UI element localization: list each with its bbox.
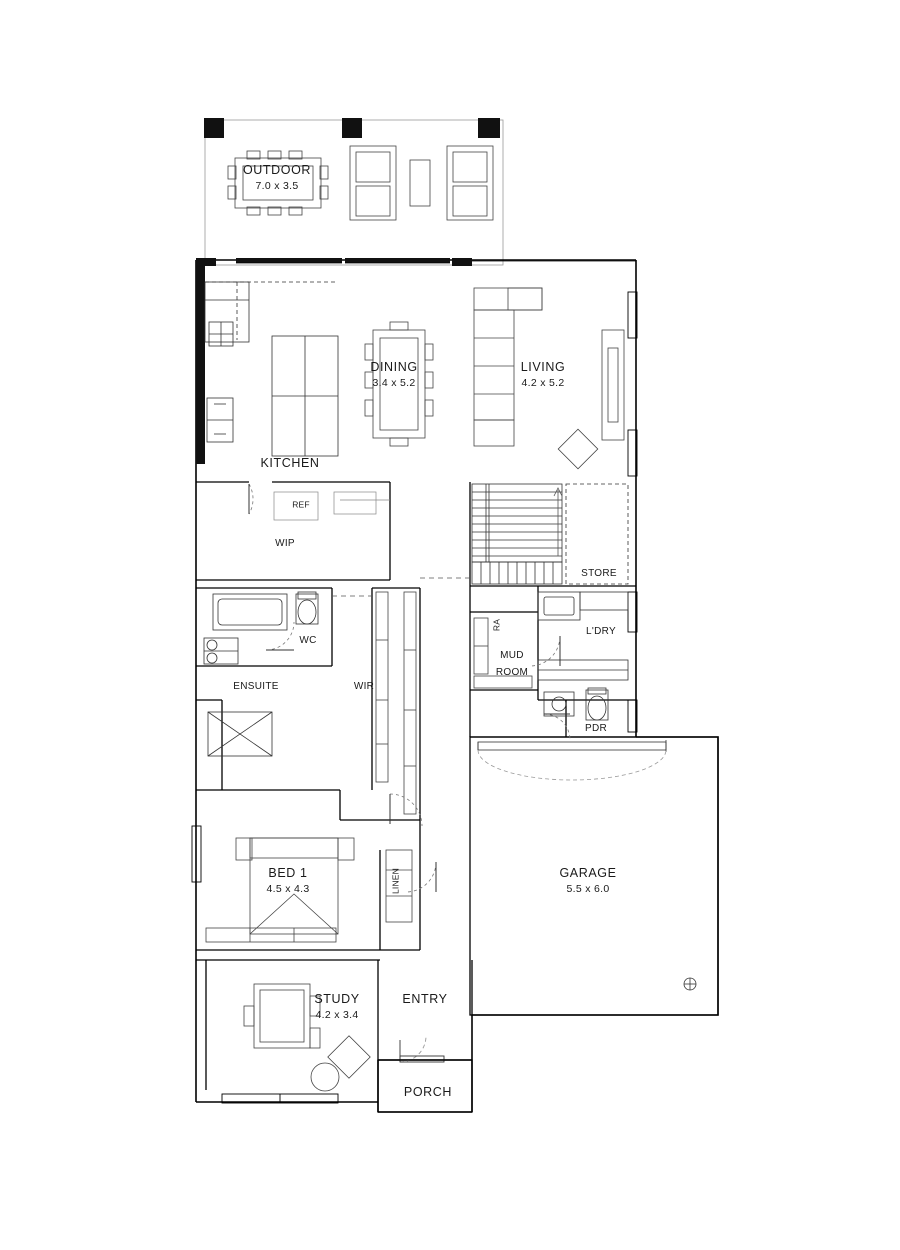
room-dims: 4.2 x 3.4 [315, 1008, 359, 1021]
mudroom-joinery [474, 618, 532, 688]
room-name: DINING [370, 360, 418, 375]
room-name: BED 1 [268, 866, 308, 881]
room-name: MUD [500, 649, 524, 661]
room-name: PDR [584, 722, 608, 734]
room-name: ROOM [495, 666, 529, 678]
entry-door [400, 1036, 444, 1062]
kitchen-joinery [205, 282, 338, 456]
porch-outline [378, 1060, 472, 1112]
room-name: WIR [353, 680, 375, 692]
room-dims: 5.5 x 6.0 [566, 882, 610, 895]
room-dims: 4.5 x 4.3 [266, 882, 310, 895]
bed1-furniture [236, 838, 354, 934]
garage-door [478, 740, 666, 780]
room-name: REF [292, 499, 310, 510]
store-room [566, 484, 628, 584]
outdoor-area [205, 120, 503, 265]
room-dims: 4.2 x 5.2 [521, 376, 565, 389]
room-name: OUTDOOR [242, 163, 312, 178]
room-dims: 7.0 x 3.5 [255, 179, 299, 192]
room-name: STORE [581, 567, 617, 579]
living-furniture [474, 288, 624, 446]
room-name: LINEN [390, 867, 401, 895]
outdoor-dining-furniture [228, 151, 328, 215]
ensuite-fixtures [204, 592, 318, 756]
room-dims: 3.4 x 5.2 [372, 376, 416, 389]
wall-accents [196, 258, 472, 464]
room-name: WC [299, 634, 317, 646]
study-furniture [244, 984, 370, 1091]
garage-outline [470, 737, 718, 1015]
room-name: LIVING [520, 360, 566, 375]
wir-joinery [376, 592, 416, 814]
room-name: L'DRY [586, 625, 616, 637]
misc-detail-lines [274, 492, 390, 520]
staircase [472, 484, 562, 584]
room-name: ENTRY [402, 992, 448, 1007]
outdoor-lounge-furniture [350, 146, 493, 220]
room-name: PORCH [403, 1085, 453, 1100]
laundry-fixtures [538, 592, 628, 680]
powder-room-fixtures [544, 688, 608, 720]
room-name: WIP [275, 537, 295, 549]
room-name: STUDY [314, 992, 360, 1007]
room-name: ENSUITE [233, 680, 279, 692]
cavity-slider-lines [332, 578, 470, 596]
room-name: RA [491, 618, 502, 632]
room-name: GARAGE [559, 866, 617, 881]
dining-furniture [365, 322, 433, 446]
garage-mark [684, 978, 696, 990]
outdoor-piers [204, 118, 500, 138]
living-side-table [558, 429, 598, 469]
room-name: KITCHEN [260, 456, 320, 471]
bed1-robes [206, 928, 336, 942]
linen-cupboard [386, 850, 412, 922]
